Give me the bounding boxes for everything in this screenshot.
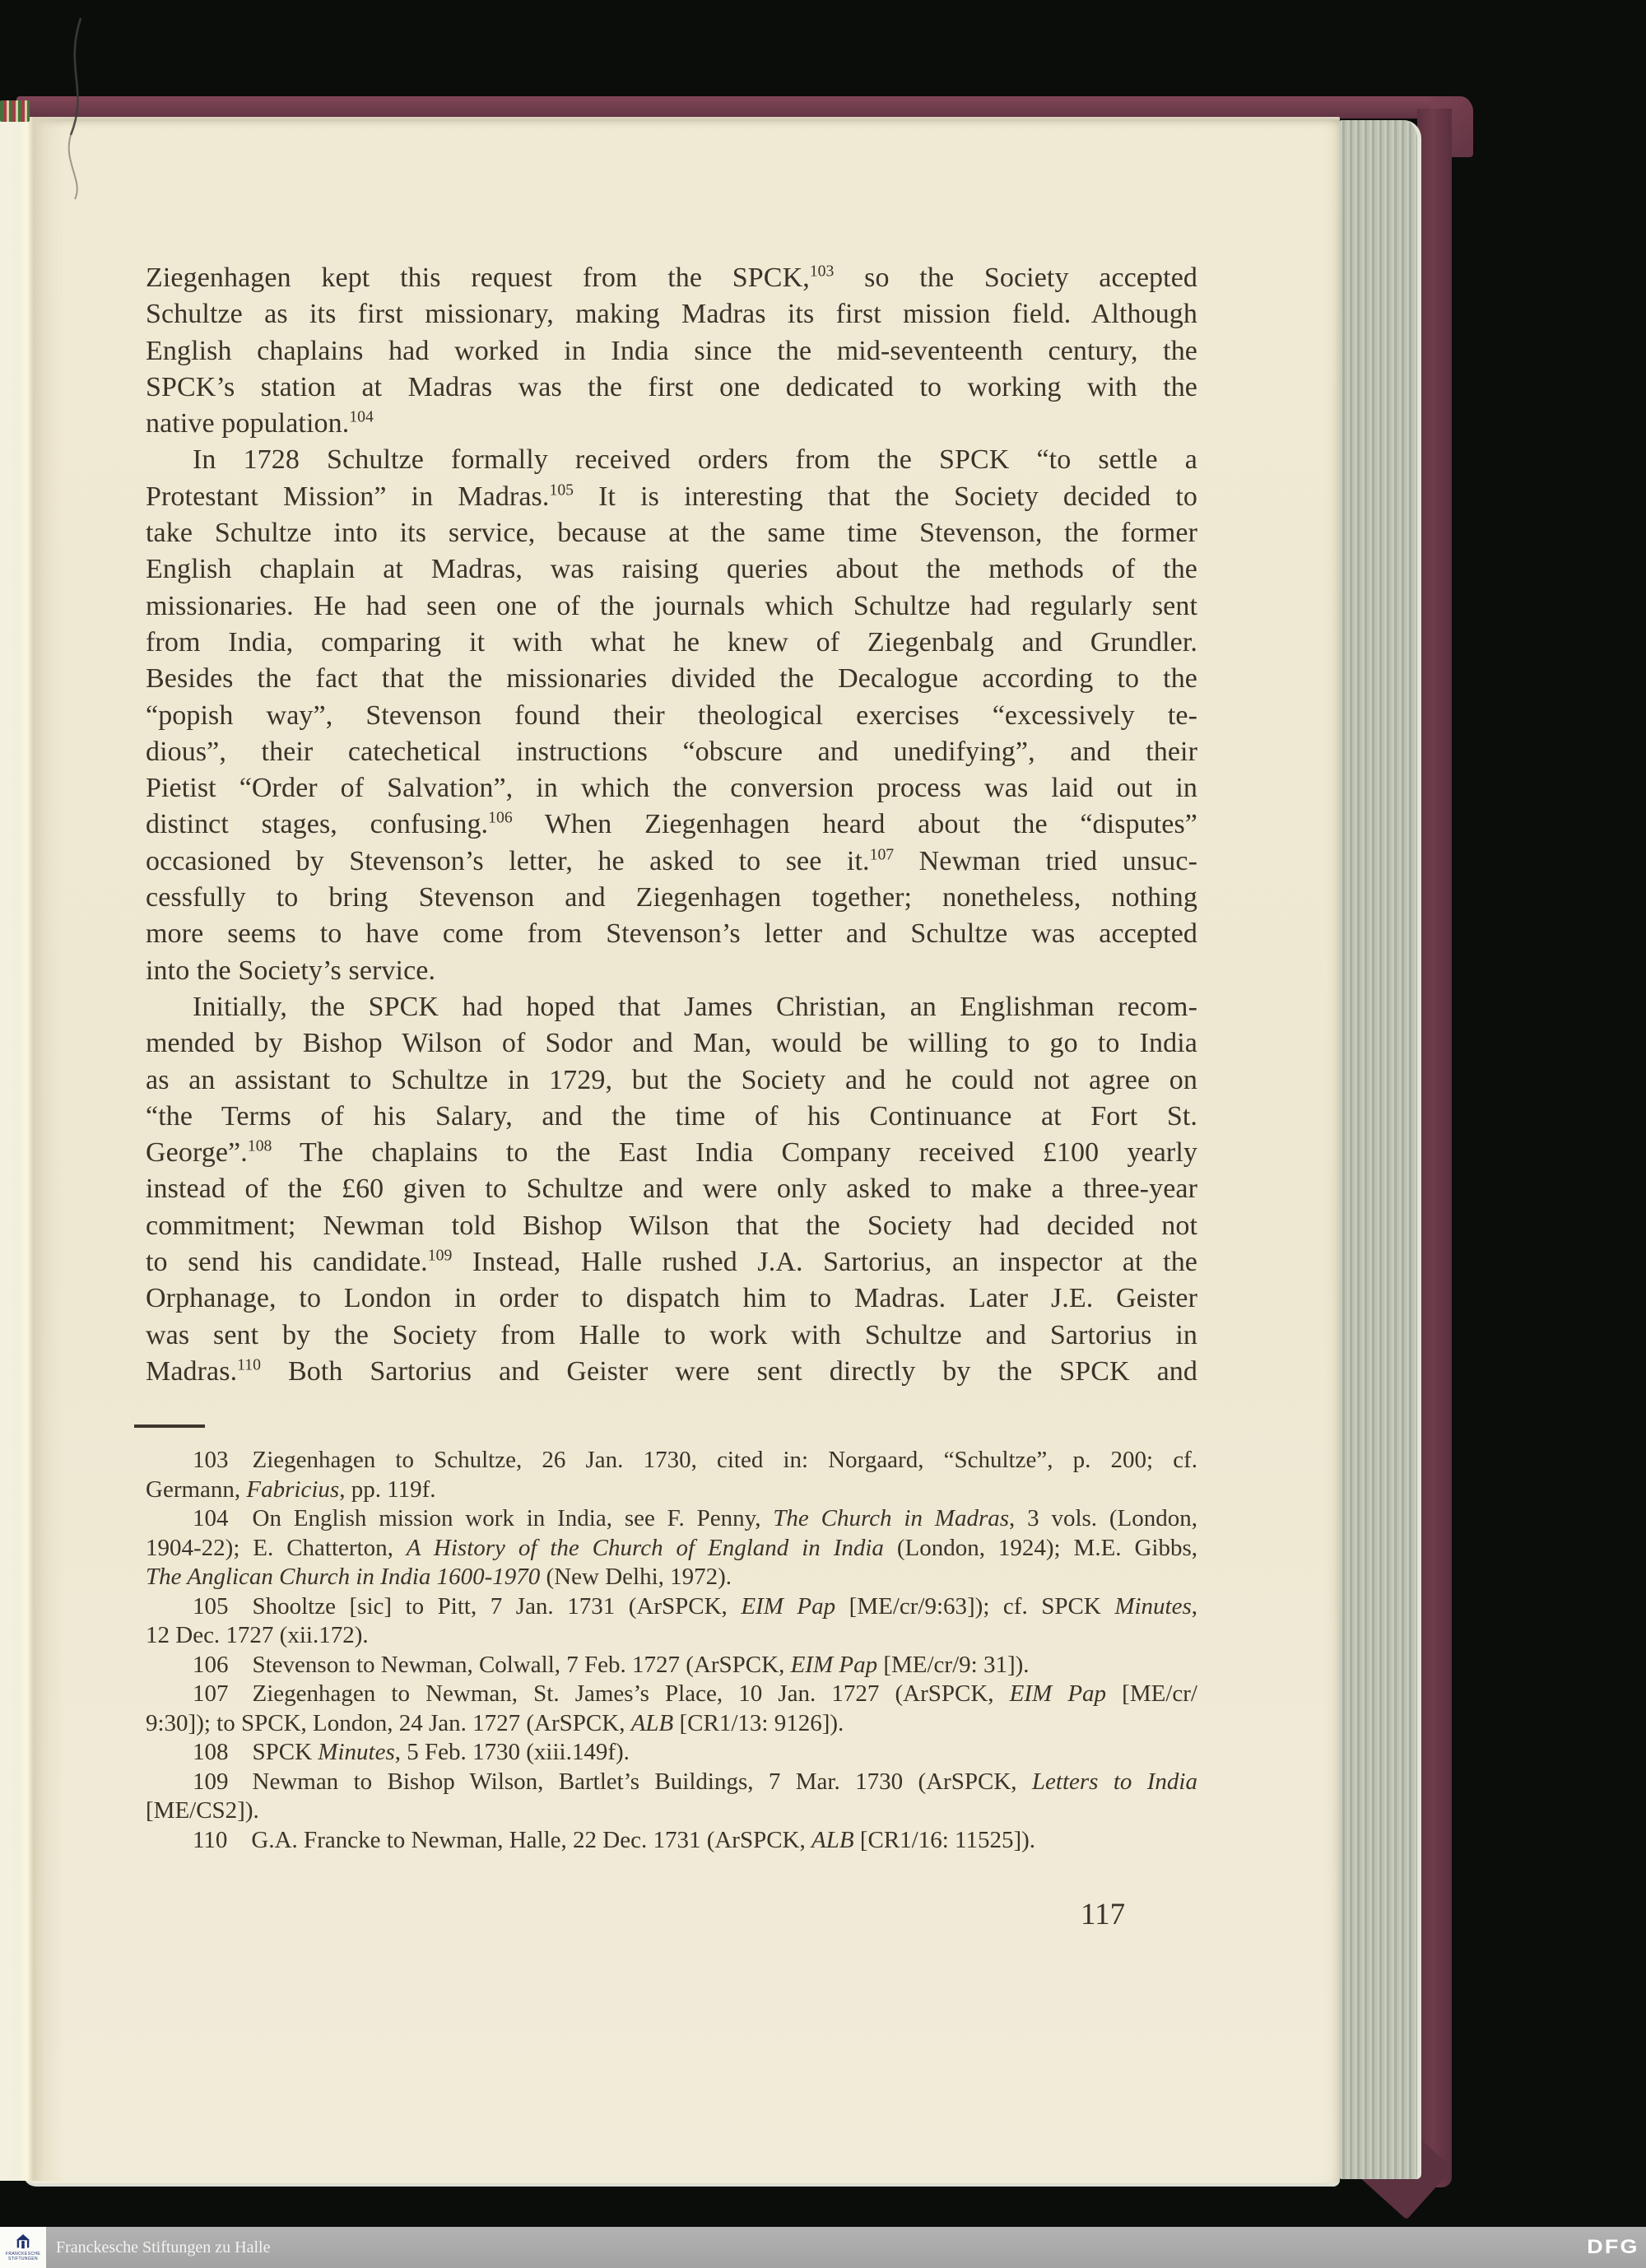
text-line: George”.$^{108}$ The chaplains to the East India Company received £100 yearly (146, 1136, 1197, 1169)
book-cover-right-edge (1417, 109, 1452, 2187)
text-line: Initially, the SPCK had hoped that James Christian, an Englishman recom- (193, 991, 1197, 1022)
text-line: “the Terms of his Salary, and the time of his Continuance at Fort St. (146, 1100, 1197, 1132)
text-line: 9:30]); to SPCK, London, 24 Jan. 1727 (ArSPCK, ALB [CR1/13: 9126]). (146, 1709, 844, 1736)
page-number: 117 (1081, 1898, 1126, 1931)
text-line: 103 Ziegenhagen to Schultze, 26 Jan. 1730, cited in: Norgaard, “Schultze”, p. 200; cf. (193, 1447, 1197, 1473)
text-line: cessfully to bring Stevenson and Ziegenhagen together; nonetheless, nothing (146, 882, 1197, 913)
text-line: distinct stages, confusing.$^{106}$ When Ziegenhagen heard about the “disputes” (146, 809, 1197, 840)
text-line: The Anglican Church in India 1600-1970 (New Delhi, 1972). (146, 1564, 732, 1590)
text-line: instead of the £60 given to Schultze and were only asked to make a three-year (146, 1174, 1197, 1205)
text-line: from India, comparing it with what he knew of Ziegenbalg and Grundler. (146, 626, 1197, 658)
text-line: “popish way”, Stevenson found their theological exercises “excessively te- (146, 699, 1197, 731)
text-line: Madras.$^{110}$ Both Sartorius and Geister were sent directly by the SPCK and (146, 1355, 1197, 1387)
text-line: 106 Stevenson to Newman, Colwall, 7 Feb. 1727 (ArSPCK, EIM Pap [ME/cr/9: 31]). (193, 1651, 1030, 1678)
text-line: English chaplains had worked in India since the mid-seventeenth century, the (146, 335, 1197, 366)
page-gutter (0, 117, 64, 2181)
text-line: Protestant Mission” in Madras.$^{105}$ It is interesting that the Society decided to (146, 481, 1197, 512)
text-line: dious”, their catechetical instructions “obscure and unedifying”, and their (146, 736, 1197, 767)
text-line: commitment; Newman told Bishop Wilson that the Society had decided not (146, 1210, 1197, 1241)
text-line: more seems to have come from Stevenson’s letter and Schultze was accepted (146, 918, 1197, 950)
text-line: as an assistant to Schultze in 1729, but the Society and he could not agree on (146, 1064, 1197, 1095)
text-line: 105 Shooltze [sic] to Pitt, 7 Jan. 1731 (ArSPCK, EIM Pap [ME/cr/9:63]); cf. SPCK Minutes, (193, 1592, 1197, 1620)
text-line: 12 Dec. 1727 (xii.172). (146, 1622, 369, 1648)
text-line: [ME/CS2]). (146, 1797, 259, 1824)
text-line: In 1728 Schultze formally received orders from the SPCK “to settle a (193, 444, 1197, 476)
footnotes (146, 1446, 1197, 1855)
text-line: 1904-22); E. Chatterton, A History of the Church of England in India (London, 1924); M.E. Gibbs, (146, 1534, 1198, 1561)
text-line: Germann, Fabricius, pp. 119f. (146, 1476, 436, 1503)
text-line: native population.$^{104}$ (146, 407, 374, 439)
hair-fiber (23, 12, 146, 209)
text-line: 108 SPCK Minutes, 5 Feb. 1730 (xiii.149f). (193, 1739, 630, 1765)
text-line: English chaplain at Madras, was raising queries about the methods of the (146, 554, 1197, 585)
text-line: 109 Newman to Bishop Wilson, Bartlet’s Buildings, 7 Mar. 1730 (ArSPCK, Letters to India (193, 1768, 1197, 1795)
text-line: missionaries. He had seen one of the journals which Schultze had regularly sent (146, 590, 1197, 621)
body-text (146, 260, 1197, 1390)
text-line: Pietist “Order of Salvation”, in which the conversion process was laid out in (146, 773, 1197, 804)
text-line: Besides the fact that the missionaries divided the Decalogue according to the (146, 663, 1197, 695)
text-line: occasioned by Stevenson’s letter, he asked to see it.$^{107}$ Newman tried unsuc- (146, 845, 1197, 876)
text-line: mended by Bishop Wilson of Sodor and Man, would be willing to go to India (146, 1028, 1197, 1059)
text-line: Schultze as its first missionary, making Madras its first mission field. Although (146, 299, 1197, 330)
text-line: was sent by the Society from Halle to work with Schultze and Sartorius in (146, 1319, 1197, 1350)
text-line: into the Society’s service. (146, 955, 436, 986)
text-line: 104 On English mission work in India, see F. Penny, The Church in Madras, 3 vols. (London, (193, 1505, 1198, 1531)
logo-caption-line2: STIFTUNGEN (8, 2256, 38, 2261)
text-line: to send his candidate.$^{109}$ Instead, Halle rushed J.A. Sartorius, an inspector at the (146, 1246, 1197, 1278)
dfg-logo: DFG (1587, 2236, 1639, 2258)
franckesche-stiftungen-logo-icon (15, 2233, 31, 2252)
text-line: Orphanage, to London in order to dispatch him to Madras. Later J.E. Geister (146, 1283, 1197, 1314)
text-line: 107 Ziegenhagen to Newman, St. James’s Place, 10 Jan. 1727 (ArSPCK, EIM Pap [ME/cr/ (193, 1680, 1197, 1707)
text-line: SPCK’s station at Madras was the first one dedicated to working with the (146, 371, 1197, 402)
footer-bar-label: Franckesche Stiftungen zu Halle (56, 2238, 271, 2256)
logo-caption-line1: FRANCKESCHE (5, 2252, 41, 2256)
text-line: 110 G.A. Francke to Newman, Halle, 22 Dec. 1731 (ArSPCK, ALB [CR1/16: 11525]). (193, 1826, 1036, 1853)
text-line: take Schultze into its service, because at the same time Stevenson, the former (146, 518, 1197, 549)
footnote-separator-rule (134, 1424, 205, 1428)
digitization-footer-bar (0, 2227, 1646, 2268)
page-edge-stack (1340, 120, 1421, 2179)
franckesche-stiftungen-logo (0, 2227, 46, 2268)
book-cover-top-edge (16, 96, 1472, 119)
text-line: Ziegenhagen kept this request from the SPCK,$^{103}$ so the Society accepted (146, 262, 1197, 293)
